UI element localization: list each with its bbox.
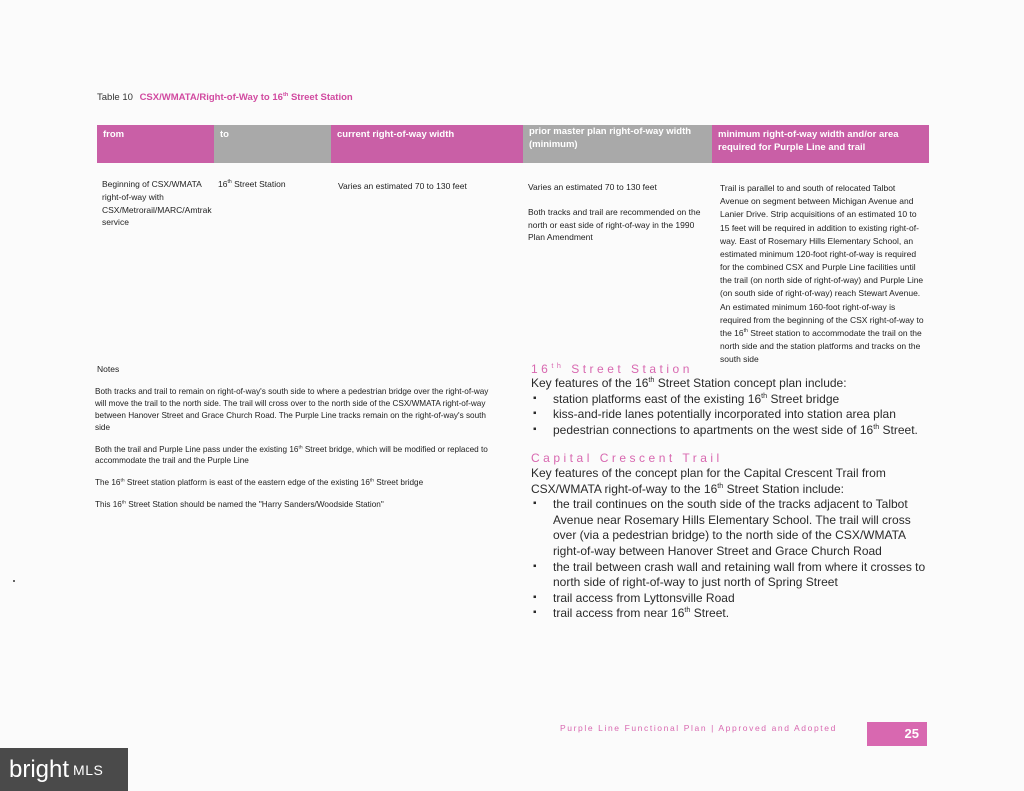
sec2-b4-text: trail access from near 16 [553, 606, 685, 621]
header-from: from [97, 125, 214, 163]
sec1-intro-text-end: Street Station concept plan include: [654, 376, 847, 390]
sec1-b3-text-end: Street. [879, 422, 918, 437]
section-body-capital-crescent-trail [531, 466, 926, 622]
header-to: to [214, 125, 331, 163]
cell-current-width: Varies an estimated 70 to 130 feet [338, 181, 467, 191]
sec1-intro [531, 376, 926, 392]
sec1-title-sup: th [551, 361, 565, 370]
section-heading-16th-street-station [531, 362, 693, 376]
note-4-text-end: Street Station should be named the "Harry Sanders/Woodside Station" [125, 500, 384, 510]
footer-title: Purple Line Functional Plan | Approved and Adopted [560, 723, 837, 733]
note-3-sup: th [120, 478, 125, 484]
header-minimum-width: minimum right-of-way width and/or area required for Purple Line and trail [712, 125, 929, 163]
cell-prior-line-1: Varies an estimated 70 to 130 feet [528, 182, 657, 192]
note-4-text: This 16 [95, 500, 122, 510]
sec2-bullet-list [531, 497, 926, 622]
notes-body [95, 386, 490, 521]
sec1-bullet-list [531, 392, 926, 439]
note-2-text: Both the trail and Purple Line pass under the existing 16 [95, 444, 299, 454]
page-number: 25 [867, 722, 927, 746]
list-item: ▪ trail access from Lyttonsville Road [531, 591, 926, 607]
sec2-intro [531, 466, 926, 497]
table-title-text-end: Street Station [288, 92, 353, 103]
cell-to-text-end: Street Station [231, 179, 286, 189]
note-1: Both tracks and trail to remain on right-of-way's south side to where a pedestrian bridge over the right-of-way will move the trail to the north side. The trail will cross over to the north side of the CSX/WMATA right-of-way between Hanover Street and Grace Church Road. The Purple Line tracks remain on the right-of-way's south side [95, 387, 489, 432]
list-item: ▪ the trail between crash wall and retaining wall from where it crosses to north side of right-of-way to just north of Spring Street [531, 560, 926, 591]
section-heading-capital-crescent-trail: Capital Crescent Trail [531, 451, 723, 465]
sec1-b3-sup: th [873, 421, 880, 431]
section-body-16th-street-station [531, 376, 926, 438]
cell-to-sup: th [227, 179, 232, 186]
sec2-intro-sup: th [717, 480, 724, 490]
notes-heading: Notes [97, 364, 120, 374]
sec2-intro-text-end: Street Station include: [723, 481, 845, 496]
cell-to [218, 178, 328, 191]
table-title-text: CSX/WMATA/Right-of-Way to 16 [139, 92, 283, 103]
note-2-text-end: Street bridge, which will be modified or replaced to accommodate the trail and the Purple Line [95, 444, 488, 466]
table-caption [97, 92, 353, 103]
cell-prior-width [528, 181, 713, 256]
cell-to-text: 16 [218, 179, 228, 189]
watermark-brand: bright [9, 755, 70, 783]
cell-from: Beginning of CSX/WMATA right-of-way with CSX/Metrorail/MARC/Amtrak service [102, 179, 212, 228]
sec2-b4-text-end: Street. [690, 606, 730, 621]
table-title-sup: th [282, 91, 289, 98]
note-3 [95, 477, 490, 489]
header-current-width: current right-of-way width [331, 125, 523, 163]
list-item: ▪ the trail continues on the south side of the tracks adjacent to Talbot Avenue near Rosemary Hills Elementary School. The trail will cross over (via a pedestrian bridge) to the north side of the CSX/WMATA right-of-way between Hanover Street and Grace Church Road [531, 497, 926, 559]
header-prior-width: prior master plan right-of-way width (minimum) [523, 125, 712, 163]
cell-prior-line-2: Both tracks and trail are recommended on the north or east side of right-of-way in the 1990 Plan Amendment [528, 206, 701, 243]
list-item [531, 606, 926, 622]
sec1-b3-text: pedestrian connections to apartments on the west side of 16 [553, 422, 874, 437]
sec1-intro-sup: th [648, 375, 655, 384]
table-number: Table 10 [97, 92, 133, 103]
note-3-text-mid: Street station platform is east of the eastern edge of the existing 16 [124, 478, 370, 488]
note-2-sup: th [298, 444, 303, 450]
note-2 [95, 444, 490, 468]
cell-minimum-width [720, 182, 925, 366]
brightmls-watermark-logo [0, 748, 128, 791]
sec1-b1-text-end: Street bridge [767, 391, 840, 406]
sec1-b1-sup: th [761, 390, 768, 400]
note-4 [95, 499, 490, 511]
sec1-title-text: 16 [531, 362, 552, 376]
note-3-text: The 16 [95, 478, 121, 488]
list-item: ▪ kiss-and-ride lanes potentially incorporated into station area plan [531, 407, 926, 423]
list-item [531, 423, 926, 439]
cell-min-text-end: Street station to accommodate the trail on the north side and the station platforms and tracks on the south side [720, 327, 922, 365]
scan-speck [13, 580, 15, 582]
sec2-b4-sup: th [684, 605, 691, 615]
sec2-intro-text: Key features of the concept plan for the Capital Crescent Trail from CSX/WMATA right-of-way to the 16 [531, 466, 886, 496]
note-3-text-end: Street bridge [374, 478, 424, 488]
list-item [531, 392, 926, 408]
cell-min-sup: th [743, 328, 748, 335]
cell-min-text: Trail is parallel to and south of relocated Talbot Avenue on segment between Michigan Avenue and Lanier Drive. Strip acquisitions of an estimated 10 to 15 feet will be required in addition to existing right-of-way. East of Rosemary Hills Elementary School, an estimated minimum 120-foot right-of-way is required for the combined CSX and Purple Line facilities until the trail (on north side of right-of-way) and Purple Line (on south side of right-of-way) reach Stewart Avenue. An estimated minimum 160-foot right-of-way is required from the beginning of the CSX right-of-way to the 16 [720, 183, 924, 338]
sec1-intro-text: Key features of the 16 [531, 376, 649, 390]
sec1-b1-text: station platforms east of the existing 16 [553, 391, 762, 406]
note-4-sup: th [121, 500, 126, 506]
watermark-suffix: MLS [73, 761, 104, 778]
sec1-title-text-end: Street Station [564, 362, 693, 376]
table-header [97, 125, 929, 163]
table-title [140, 92, 353, 103]
note-3-sup-2: th [369, 478, 375, 484]
